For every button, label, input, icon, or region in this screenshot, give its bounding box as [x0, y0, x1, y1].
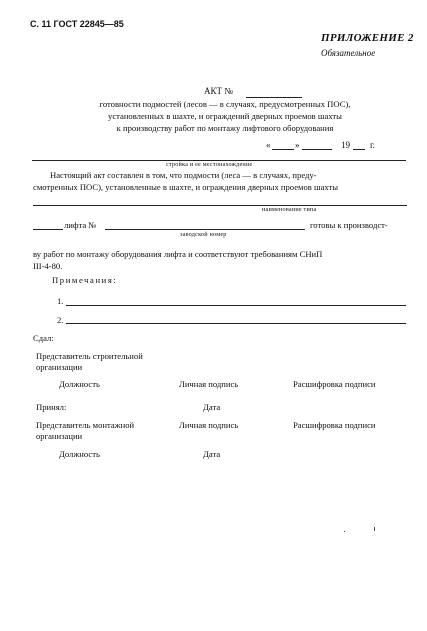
serial-number-caption: заводской номер	[180, 231, 227, 238]
accepted-position: Должность	[59, 449, 100, 459]
appendix-status: Обязательное	[321, 48, 376, 58]
handover-rep-line-1: Представитель строительной	[36, 351, 143, 361]
handover-signature: Личная подпись	[179, 379, 239, 389]
type-name-line	[33, 205, 407, 206]
accepted-date-label: Дата	[203, 402, 221, 412]
note-number-2: 2.	[57, 315, 64, 325]
accepted-label: Принял:	[36, 402, 67, 412]
year-suffix: г.	[370, 140, 375, 150]
appendix-title: ПРИЛОЖЕНИЕ 2	[321, 32, 414, 44]
act-subtitle-line-2: установленных в шахте, и ограждений дверных проемов шахты	[108, 111, 342, 121]
type-name-caption: наименование типа	[262, 206, 317, 213]
handover-position: Должность	[59, 379, 100, 389]
date-year-line	[353, 149, 365, 150]
paragraph-line-4: ву работ по монтажу оборудования лифта и соответствуют требованиям СНиП	[33, 249, 323, 259]
accepted-date-label-2: Дата	[203, 449, 221, 459]
serial-number-line	[105, 229, 305, 230]
page-reference: С. 11 ГОСТ 22845—85	[30, 19, 124, 29]
act-number-line	[246, 97, 302, 98]
note-number-1: 1.	[57, 296, 64, 306]
act-title: АКТ №	[204, 86, 233, 96]
ready-text: готовы к производст-	[310, 220, 388, 230]
date-close-quote: »	[295, 140, 300, 150]
paragraph-line-2: смотренных ПОС), установленные в шахте, и ограждения дверных проемов шахты	[33, 182, 338, 192]
handover-rep-line-2: организации	[36, 362, 83, 372]
accepted-signature: Личная подпись	[179, 420, 239, 430]
accepted-rep-line-1: Представитель монтажной	[36, 420, 135, 430]
date-month-line	[302, 149, 332, 150]
handover-decoding: Расшифровка подписи	[293, 379, 376, 389]
handover-label: Сдал:	[33, 333, 54, 343]
act-subtitle-line-1: готовности подмостей (лесов — в случаях, предусмотренных ПОС),	[99, 99, 351, 109]
lift-number-label: лифта №	[64, 220, 97, 230]
scan-speck	[344, 531, 345, 532]
construction-site-caption: стройка и ее местонахождение	[166, 161, 253, 168]
scan-speck	[374, 527, 375, 531]
paragraph-line-5: III-4-80.	[33, 261, 63, 271]
date-open-quote: «	[266, 140, 271, 150]
accepted-rep-line-2: организации	[36, 431, 83, 441]
year-prefix: 19	[341, 140, 350, 150]
act-subtitle-line-3: к производству работ по монтажу лифтового оборудования	[116, 123, 334, 133]
notes-heading: Примечания:	[52, 275, 118, 285]
note-line-1	[66, 305, 406, 306]
date-day-line	[272, 149, 294, 150]
paragraph-line-1: Настоящий акт составлен в том, что подмости (леса — в случаях, преду-	[50, 170, 317, 180]
note-line-2	[66, 323, 406, 324]
accepted-decoding: Расшифровка подписи	[293, 420, 376, 430]
lift-prefix-line	[33, 229, 63, 230]
